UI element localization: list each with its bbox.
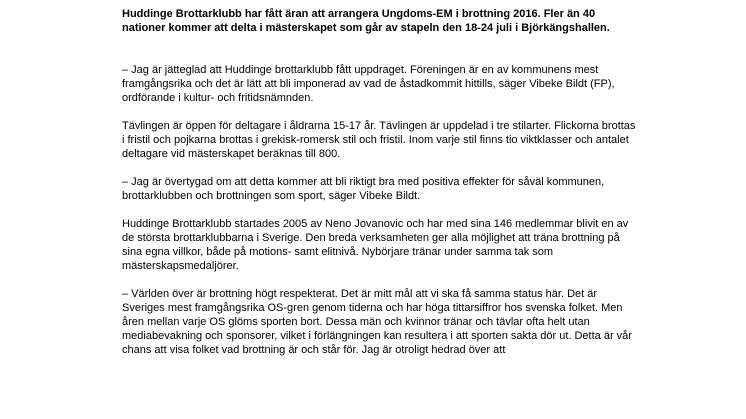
article-body [122,7,636,371]
article-paragraph-quote-2: – Jag är övertygad om att detta kommer att bli riktigt bra med positiva effekter för såväl kommunen, brottarklubben och brottningen som sport, säger Vibeke Bildt. [122,176,605,202]
article-paragraph-competition-info: Tävlingen är öppen för deltagare i åldrarna 15-17 år. Tävlingen är uppdelad i tre stilarter. Flickorna brottas i fristil och pojkarna brottas i grekisk-romersk stil och fristil. Inom varje stil finns tio viktklasser och antalet deltagare vid mästerskapet beräknas till 800. [122,120,636,160]
article-paragraph-quote-3: – Världen över är brottning högt respekterat. Det är mitt mål att vi ska få samma status här. Det är Sveriges mest framgångsrika OS-gren genom tiderna och har höga tittarsiffror hos svenska folket. Men åren mellan varje OS glöms sporten bort. Dessa män och kvinnor tränar och tävlar ofta helt utan mediabevakning och sponsorer, vilket i förlängningen kan resultera i att sporten sakta dör ut. Detta är vår chans att visa folket vad brottning är och står för. Jag är otroligt hedrad över att [122,288,632,356]
article-paragraph-club-history: Huddinge Brottarklubb startades 2005 av Neno Jovanovic och har med sina 146 medlemmar blivit en av de största brottarklubbarna i Sverige. Den breda verksamheten ger alla möjlighet att träna brottning på sina egna villkor, både på motions- samt elitnivå. Nybörjare tränar under samma tak som mästerskapsmedaljörer. [122,218,629,272]
article-paragraph-quote-1: – Jag är jätteglad att Huddinge brottarklubb fått uppdraget. Föreningen är en av kommunens mest framgångsrika och det är lätt att bli imponerad av vad de åstadkommit hittills, säger Vibeke Bildt (FP), ordförande i kultur- och fritidsnämnden. [122,64,615,104]
article-lead: Huddinge Brottarklubb har fått äran att arrangera Ungdoms-EM i brottning 2016. Fler än 40 nationer kommer att delta i mästerskapet som går av stapeln den 18-24 juli i Björkängshallen. [122,8,610,34]
